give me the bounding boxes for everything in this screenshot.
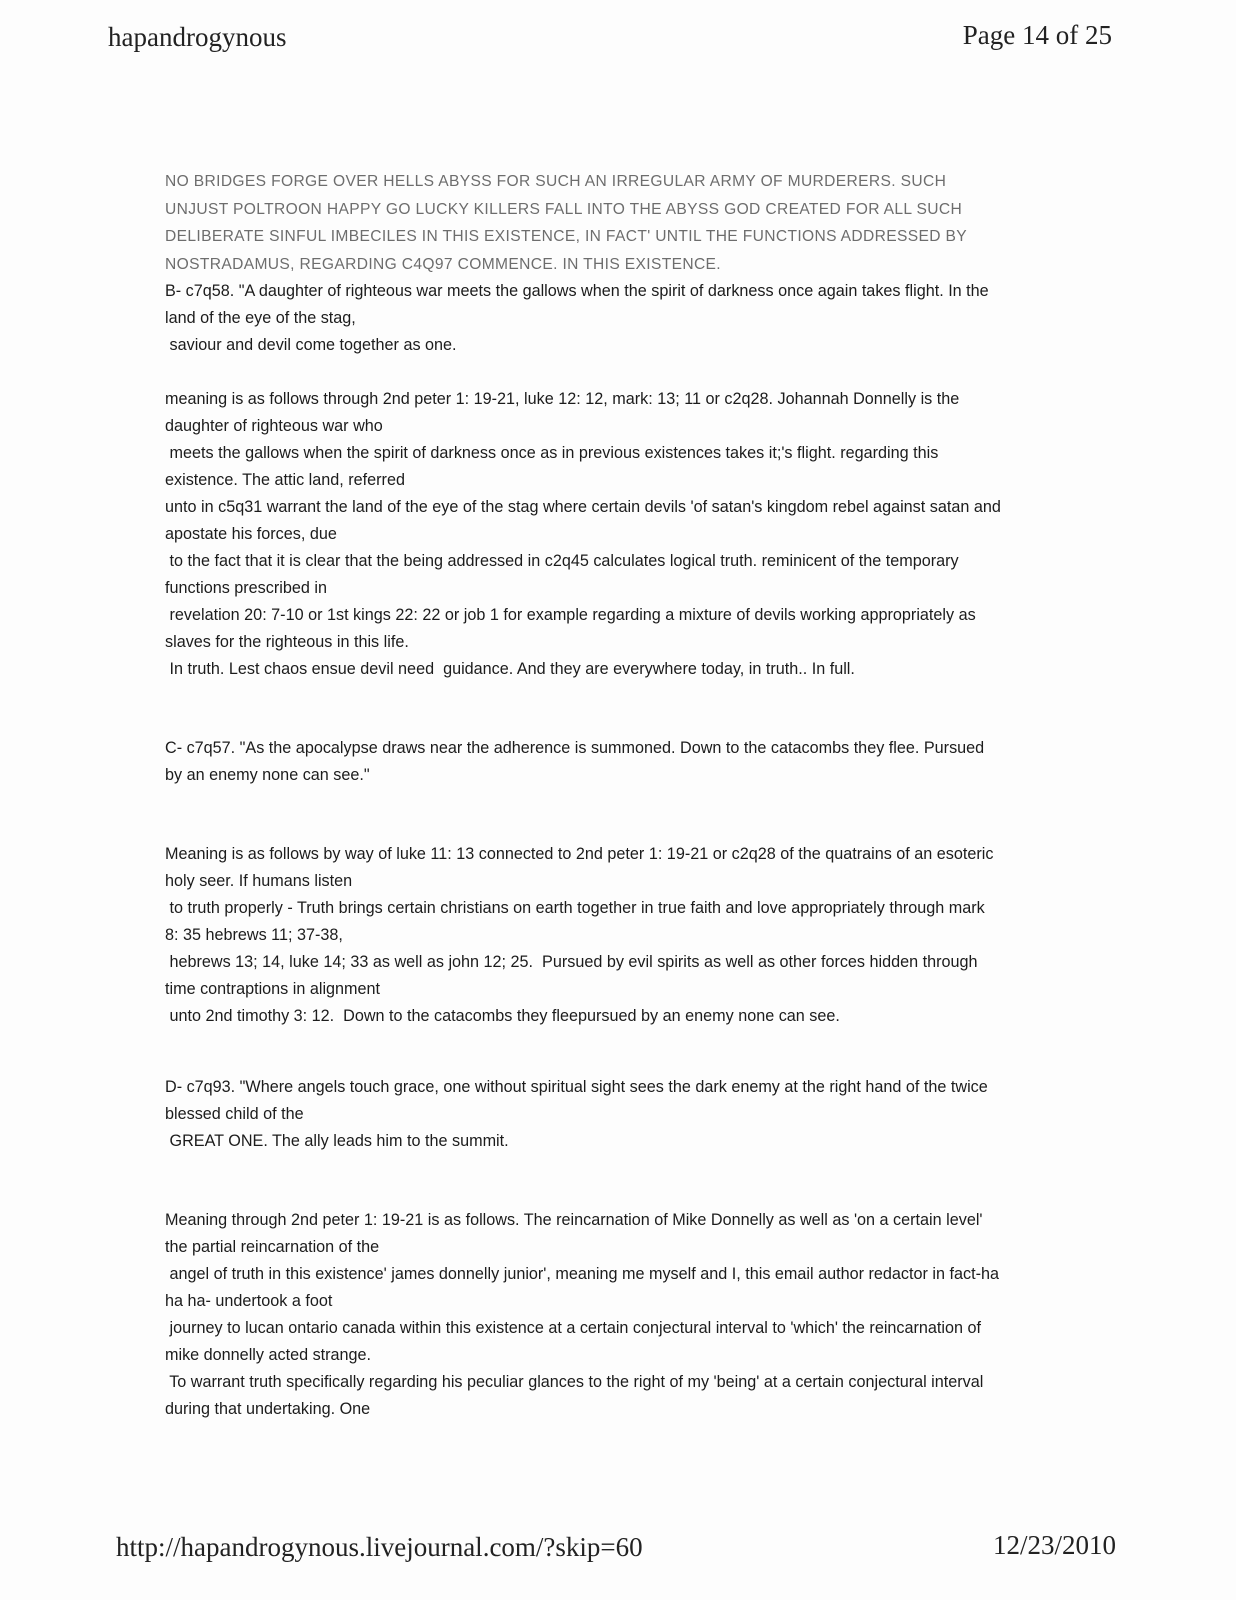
- document-body: [165, 168, 1125, 1423]
- section-c-quote: [165, 735, 1125, 789]
- footer-url: http://hapandrogynous.livejournal.com/?skip=60: [116, 1532, 643, 1562]
- text-line: angel of truth in this existence' james donnelly junior', meaning me myself and I, this email author redactor in fact-ha: [165, 1265, 999, 1283]
- text-line: time contraptions in alignment: [165, 980, 381, 998]
- text-line: To warrant truth specifically regarding his peculiar glances to the right of my 'being' at a certain conjectural interval: [165, 1373, 984, 1391]
- caps-line: NO BRIDGES FORGE OVER HELLS ABYSS FOR SUCH AN IRREGULAR ARMY OF MURDERERS. SUCH: [165, 173, 947, 190]
- section-c-meaning: [165, 841, 1125, 1030]
- text-line: unto in c5q31 warrant the land of the eye of the stag where certain devils 'of satan's kingdom rebel against satan and: [165, 498, 1001, 516]
- text-line: land of the eye of the stag,: [165, 309, 356, 327]
- text-line: journey to lucan ontario canada within this existence at a certain conjectural interval to 'which' the reincarnation of: [165, 1319, 982, 1337]
- section-b-quote: [165, 278, 1125, 359]
- text-line: to truth properly - Truth brings certain christians on earth together in true faith and love appropriately through mark: [165, 899, 985, 917]
- caps-line: UNJUST POLTROON HAPPY GO LUCKY KILLERS FALL INTO THE ABYSS GOD CREATED FOR ALL SUCH: [165, 200, 963, 218]
- caps-line: NOSTRADAMUS, REGARDING C4Q97 COMMENCE. IN THIS EXISTENCE.: [165, 255, 721, 273]
- footer-date: 12/23/2010: [992, 1530, 1116, 1560]
- header-site-title: hapandrogynous: [108, 22, 287, 52]
- text-line: revelation 20: 7-10 or 1st kings 22: 22 or job 1 for example regarding a mixture of devils working appropriately as: [165, 606, 976, 624]
- text-line: existence. The attic land, referred: [165, 471, 405, 489]
- text-line: In truth. Lest chaos ensue devil need guidance. And they are everywhere today, in truth.. In full.: [165, 660, 855, 678]
- text-line: hebrews 13; 14, luke 14; 33 as well as john 12; 25. Pursued by evil spirits as well as other forces hidden through: [165, 953, 978, 971]
- text-line: during that undertaking. One: [165, 1400, 371, 1418]
- text-line: GREAT ONE. The ally leads him to the summit.: [165, 1132, 509, 1150]
- text-line: D- c7q93. "Where angels touch grace, one without spiritual sight sees the dark enemy at the right hand of the twice: [165, 1078, 988, 1096]
- text-line: Meaning is as follows by way of luke 11: 13 connected to 2nd peter 1: 19-21 or c2q28 of the quatrains of an esoteric: [165, 845, 994, 863]
- text-line: unto 2nd timothy 3: 12. Down to the catacombs they fleepursued by an enemy none can see.: [165, 1007, 840, 1025]
- text-line: holy seer. If humans listen: [165, 872, 353, 890]
- text-line: C- c7q57. "As the apocalypse draws near the adherence is summoned. Down to the catacombs they flee. Pursued: [165, 739, 985, 757]
- text-line: mike donnelly acted strange.: [165, 1346, 372, 1364]
- text-line: by an enemy none can see.": [165, 766, 370, 784]
- text-line: the partial reincarnation of the: [165, 1238, 380, 1256]
- text-line: blessed child of the: [165, 1105, 304, 1123]
- header-page-counter: Page 14 of 25: [962, 20, 1112, 50]
- text-line: B- c7q58. "A daughter of righteous war meets the gallows when the spirit of darkness once again takes flight. In the: [165, 282, 989, 300]
- text-line: ha ha- undertook a foot: [165, 1292, 333, 1310]
- text-line: slaves for the righteous in this life.: [165, 633, 409, 651]
- text-line: Meaning through 2nd peter 1: 19-21 is as follows. The reincarnation of Mike Donnelly as well as 'on a certain level': [165, 1211, 983, 1229]
- text-line: meaning is as follows through 2nd peter 1: 19-21, luke 12: 12, mark: 13; 11 or c2q28. Johannah Donnelly is the: [165, 390, 960, 408]
- section-d-meaning: [165, 1207, 1125, 1423]
- section-d-quote: [165, 1074, 1125, 1155]
- caps-paragraph: [165, 168, 1125, 278]
- text-line: meets the gallows when the spirit of darkness once as in previous existences takes it;'s flight. regarding this: [165, 444, 939, 462]
- text-line: 8: 35 hebrews 11; 37-38,: [165, 926, 343, 944]
- text-line: functions prescribed in: [165, 579, 327, 597]
- text-line: to the fact that it is clear that the being addressed in c2q45 calculates logical truth. reminicent of the temporary: [165, 552, 959, 570]
- text-line: daughter of righteous war who: [165, 417, 383, 435]
- caps-line: DELIBERATE SINFUL IMBECILES IN THIS EXISTENCE, IN FACT' UNTIL THE FUNCTIONS ADDRESSED BY: [165, 228, 968, 245]
- section-b-meaning: [165, 386, 1125, 683]
- text-line: apostate his forces, due: [165, 525, 337, 543]
- text-line: saviour and devil come together as one.: [165, 336, 457, 354]
